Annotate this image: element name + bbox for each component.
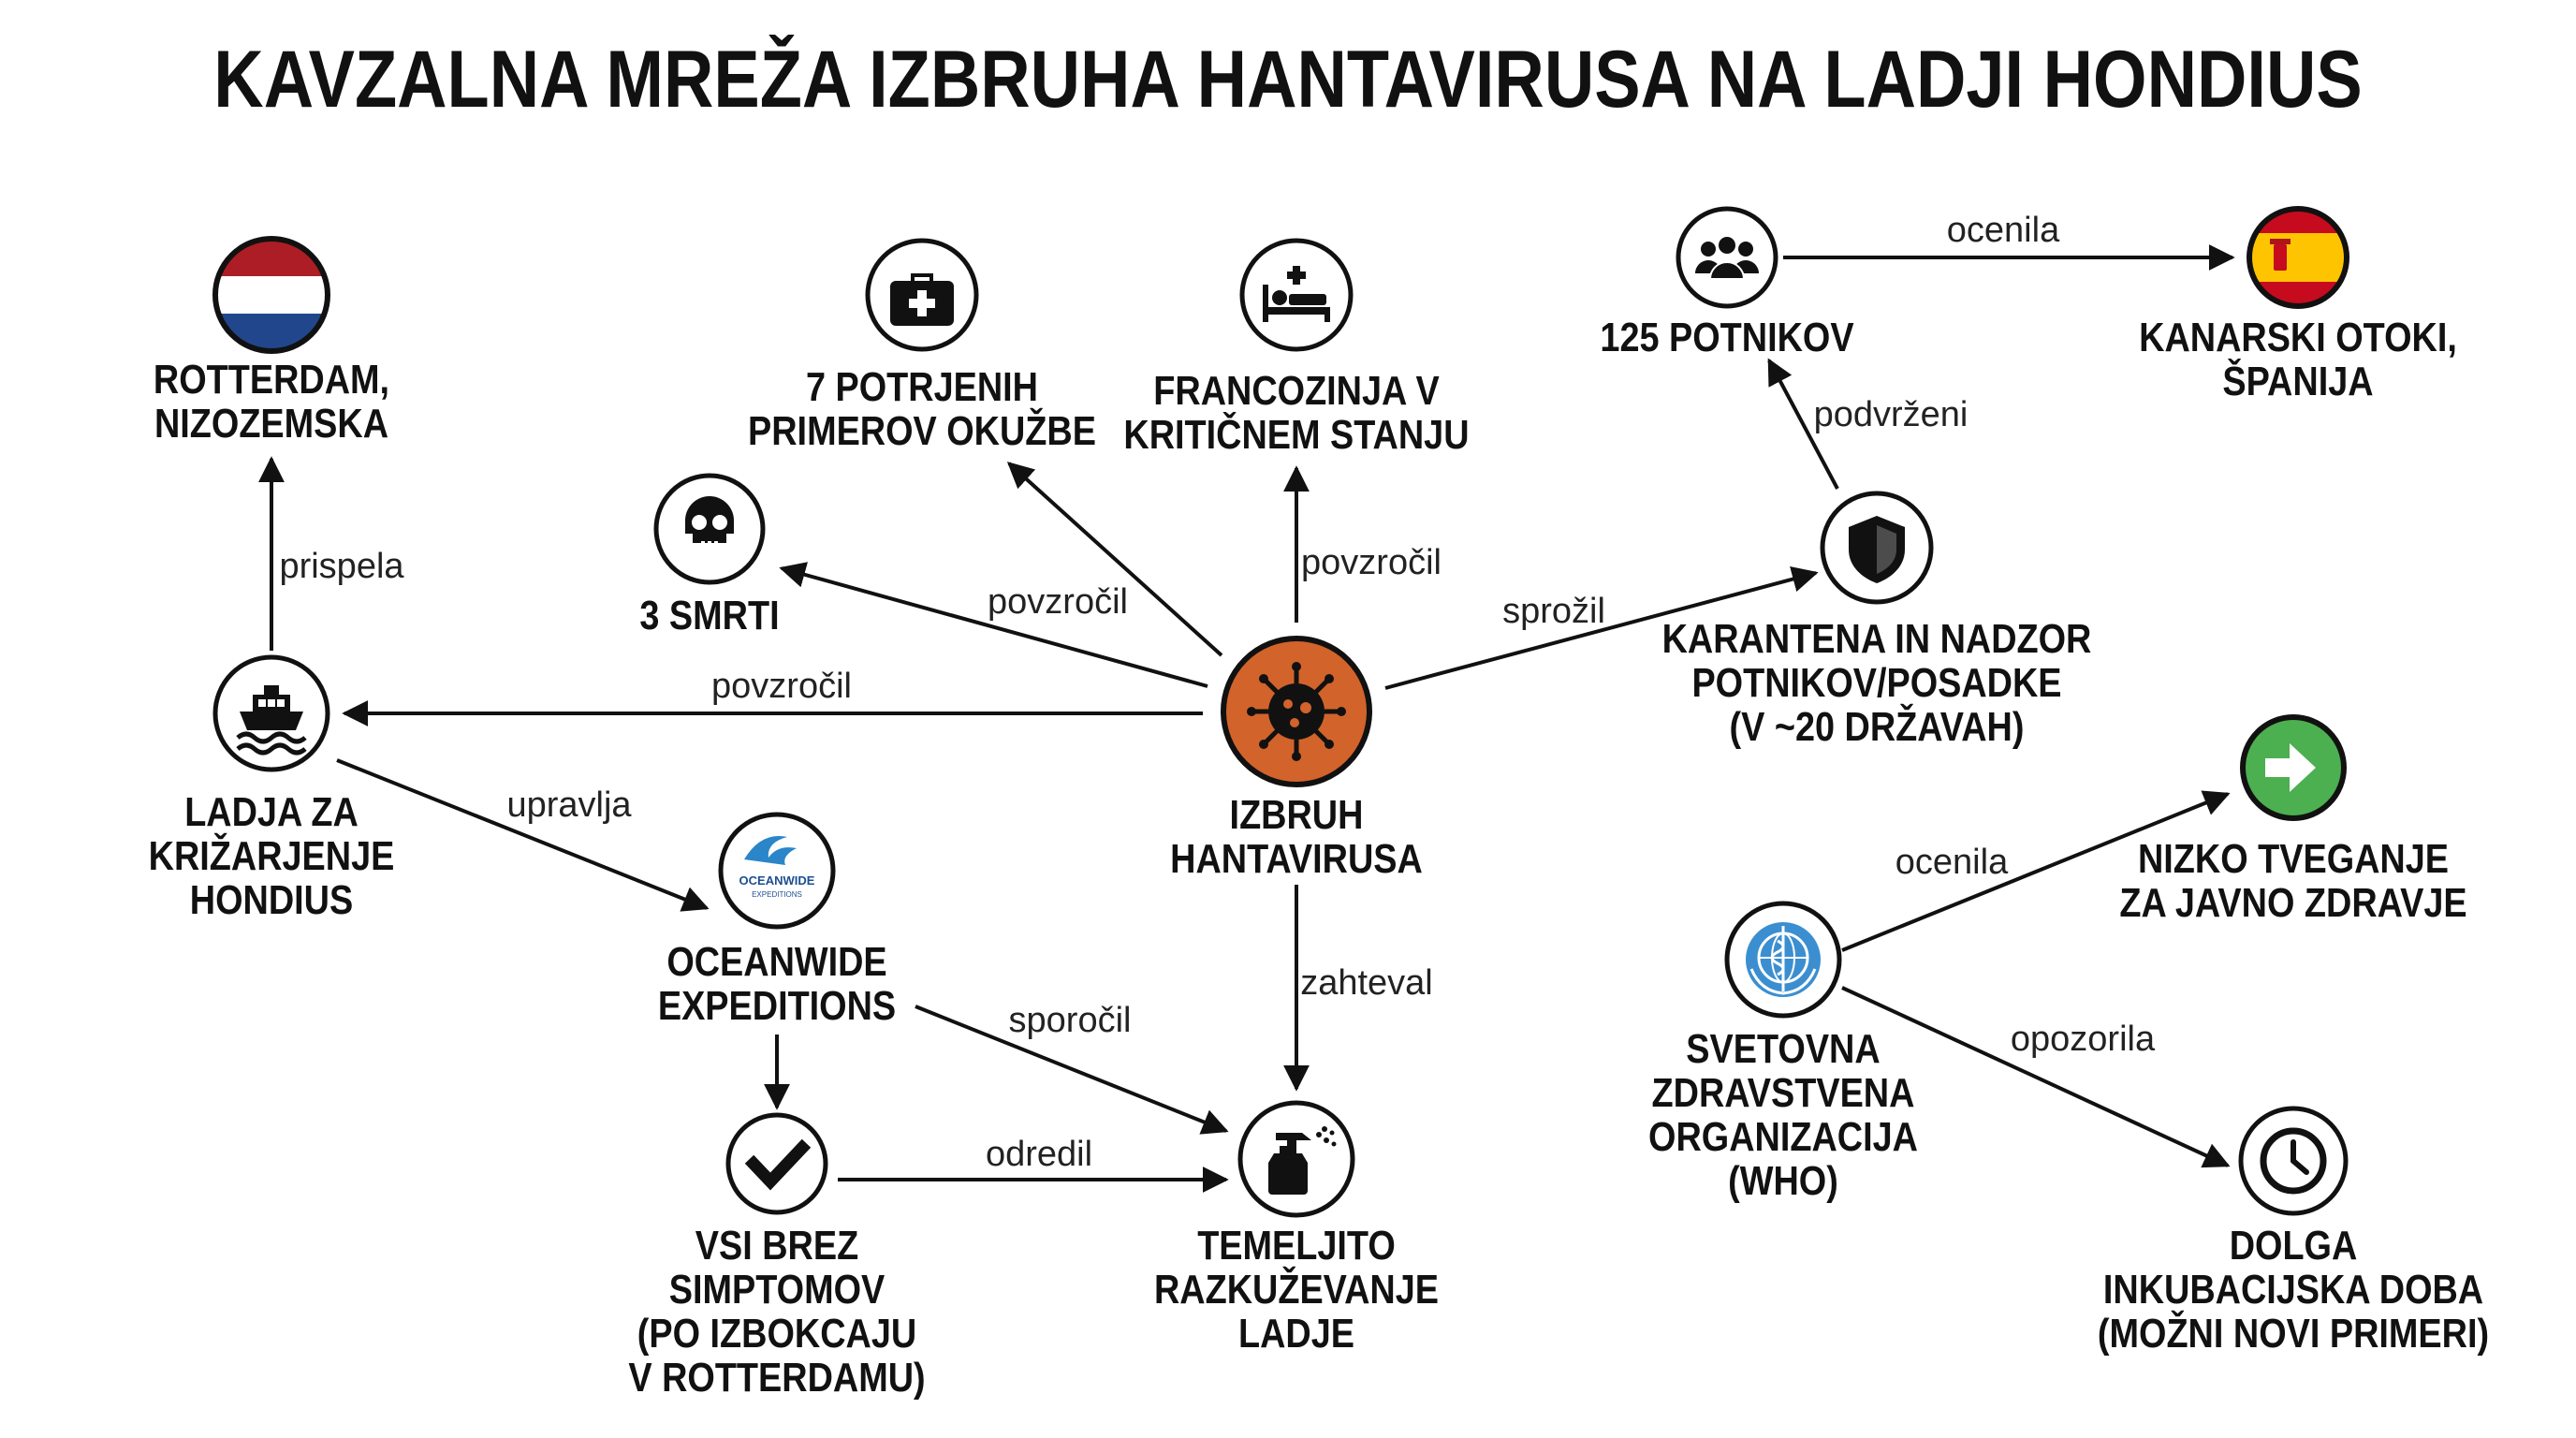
- edge-outbreak-ship: [344, 667, 1203, 713]
- edge-label-povzrocil-french: povzročil: [1301, 543, 1442, 582]
- node-label-line: POTNIKOV/POSADKE: [1691, 659, 2062, 706]
- node-label-line: SVETOVNA: [1686, 1025, 1881, 1072]
- edge-label-prispela: prispela: [279, 547, 404, 586]
- node-label-line: (WHO): [1728, 1157, 1838, 1204]
- node-label-line: ZDRAVSTVENA: [1651, 1069, 1915, 1116]
- edge-label-opozorila: opozorila: [2010, 1020, 2156, 1059]
- node-deaths[interactable]: [639, 476, 779, 638]
- node-label-line: SIMPTOMOV: [668, 1266, 886, 1313]
- node-label-line: (PO IZBOKCAJU: [637, 1310, 917, 1357]
- node-label-line: (V ~20 DRŽAVAH): [1729, 703, 2025, 750]
- node-label-line: INKUBACIJSKA DOBA: [2102, 1266, 2484, 1313]
- node-label-line: OCEANWIDE: [666, 938, 887, 985]
- node-french[interactable]: [1123, 241, 1469, 458]
- who-emblem-icon: [1746, 922, 1821, 997]
- node-label-line: FRANCOZINJA V: [1153, 367, 1440, 414]
- node-label-line: TEMELJITO: [1197, 1222, 1396, 1269]
- node-label-line: NIZOZEMSKA: [154, 400, 389, 447]
- edge-outbreak-disinfection: [1296, 885, 1433, 1089]
- node-label-line: NIZKO TVEGANJE: [2137, 835, 2450, 882]
- edge-asymptomatic-disinfection: [838, 1135, 1226, 1180]
- node-who[interactable]: [1648, 903, 1918, 1204]
- node-ship[interactable]: [149, 657, 395, 923]
- node-label-line: PRIMEROV OKUŽBE: [748, 407, 1096, 454]
- node-label-line: 125 POTNIKOV: [1600, 314, 1854, 360]
- node-label-line: LADJA ZA: [184, 788, 359, 835]
- node-label-line: ORGANIZACIJA: [1648, 1113, 1918, 1160]
- node-canary[interactable]: [2139, 209, 2457, 404]
- netherlands-flag-icon: [215, 239, 328, 351]
- node-label-line: 7 POTRJENIH: [805, 363, 1039, 410]
- edge-label-podvrzeni: podvrženi: [1813, 395, 1969, 434]
- node-label-line: EXPEDITIONS: [657, 982, 897, 1029]
- edge-label-zahteval: zahteval: [1300, 963, 1433, 1003]
- node-label-line: HANTAVIRUSA: [1170, 835, 1423, 882]
- edge-label-odredil: odredil: [985, 1135, 1093, 1174]
- node-label-line: 3 SMRTI: [639, 592, 780, 638]
- edge-passengers-canary: [1783, 211, 2232, 257]
- node-label-line: DOLGA: [2229, 1222, 2358, 1269]
- node-label-line: HONDIUS: [189, 876, 354, 923]
- edge-label-sporocil: sporočil: [1008, 1001, 1132, 1040]
- node-disinfection[interactable]: [1154, 1103, 1439, 1357]
- node-oceanwide[interactable]: [658, 814, 896, 1029]
- edge-outbreak-cases: [1009, 463, 1222, 655]
- virus-icon: [1247, 662, 1346, 761]
- node-label-line: (MOŽNI NOVI PRIMERI): [2097, 1310, 2490, 1357]
- edge-oceanwide-disinfection: [915, 1001, 1226, 1131]
- node-lowrisk[interactable]: [2119, 717, 2466, 926]
- node-rotterdam[interactable]: [154, 239, 389, 447]
- node-label-line: KRIŽARJENJE: [148, 832, 395, 879]
- node-label-line: IZBRUH: [1229, 791, 1364, 838]
- edge-outbreak-french: [1296, 468, 1442, 623]
- node-incubation[interactable]: [2098, 1108, 2489, 1357]
- spain-flag-icon: [2249, 209, 2347, 306]
- oceanwide-logo-text: OCEANWIDE: [739, 873, 815, 888]
- node-asymptomatic[interactable]: [628, 1115, 925, 1401]
- edge-label-izkrcali: ocenila: [1946, 211, 2060, 250]
- edge-quarantine-passengers: [1769, 360, 1968, 489]
- edge-label-upravlja: upravlja: [506, 785, 632, 825]
- node-label-line: ŠPANIJA: [2222, 358, 2374, 404]
- node-label-line: RAZKUŽEVANJE: [1154, 1266, 1439, 1313]
- node-label-line: V ROTTERDAMU): [628, 1354, 926, 1401]
- node-label-line: LADJE: [1238, 1310, 1354, 1357]
- edge-label-povzrocil-ship: povzročil: [711, 667, 852, 706]
- node-label-line: ZA JAVNO ZDRAVJE: [2119, 879, 2467, 926]
- node-outbreak[interactable]: [1170, 638, 1423, 882]
- diagram-title: KAVZALNA MREŽA IZBRUHA HANTAVIRUSA NA LADJI HONDIUS: [213, 35, 2363, 125]
- node-label-line: KANARSKI OTOKI,: [2139, 314, 2457, 360]
- edge-label-sprozil: sprožil: [1502, 592, 1605, 631]
- node-label-line: VSI BREZ: [695, 1222, 859, 1269]
- oceanwide-logo-subtext: EXPEDITIONS: [752, 890, 802, 899]
- edge-label-povzrocil-deaths: povzročil: [988, 582, 1128, 622]
- medical-kit-icon: [890, 273, 954, 326]
- node-label-line: KRITIČNEM STANJU: [1123, 411, 1470, 458]
- node-passengers[interactable]: [1600, 209, 1854, 360]
- node-cases[interactable]: [748, 241, 1096, 454]
- node-label-line: ROTTERDAM,: [153, 356, 390, 403]
- node-label-line: KARANTENA IN NADZOR: [1661, 615, 2092, 662]
- node-quarantine[interactable]: [1662, 493, 2092, 750]
- edge-ship-rotterdam: [271, 459, 404, 651]
- edge-label-ocenila: ocenila: [1895, 843, 2009, 882]
